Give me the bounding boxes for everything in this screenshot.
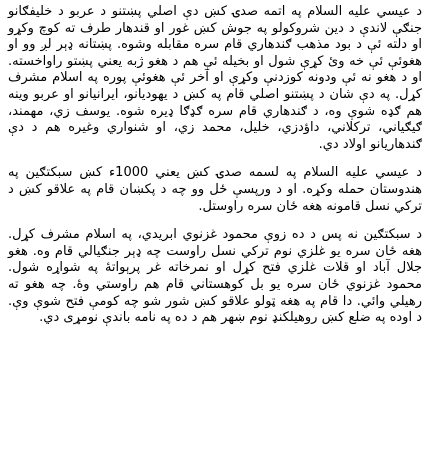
paragraph-3: د سبكتګين نه پس د ده زوې محمود غزنوي ابريدي، په اسلام مشرف كړل. هغه ځان سره يو غلزي نوم تركي نسل راوست چه ډېر جنګيالي قام وه. هغو جلال آباد او قلات غلزي فتح كړل او نمرخاته غر پرېواتۀ په شواړه شول. محمود غزنوي ځان سره يو بل كوهستاني قام هم راوستي وۀ. چه هغو ته رهيلي وائي. دا قام په هغه ټولو علاقو كښ شور شو چه كومې فتح شوې وې. د اوده په ضلع كښ روهيلكنډ نوم ښهر هم د ده په نامه باندې نومړى دي. xyxy=(8,227,422,326)
paragraph-2: د عيسي عليه السلام په لسمه صدۍ كښ يعني 1000ء كښ سبكتګين په هندوستان حمله وكړه. او د ورپسې ځل وو چه د پكښان قام په علاقو كښ د تركي نسل قامونه هغه ځان سره راوستل. xyxy=(8,165,422,214)
paragraph-1: د عيسي عليه السلام په اتمه صدۍ كښ دې اصلي پښتنو د عربو د خليفګانو جنګې لاندې د دين شروكولو په جوش كښ غور او قندهار طرف ته كوچ وكړو او دلته ئې د بود مذهب ګندهاري قام سره مقابله وشوه. پښتانه ډېر لږ وو او هغوئې ئې خه وئ كړې شول او بخيله ئې هم د هغو ژبه يعني پښتو راواخسته. او د هغو نه ئې ودونه كوزدنې وكړې او آخر ئې هغوئې پوره په اسلام مشرف كړل. په دې شان د پښتنو اصلي قام په كښ د يهوديانو، ايرانيانو او عربو وينه هم ګډه شوې وه، د ګندهاري قام سره ګډګا ډيره شوه. يوسف زي، مهمند، ګيګياني، تركلاني، داؤدزي، خليل، محمد زي، او شنواري وغيره هم د دې ګندهاريانو اولاد دي. xyxy=(8,4,422,152)
